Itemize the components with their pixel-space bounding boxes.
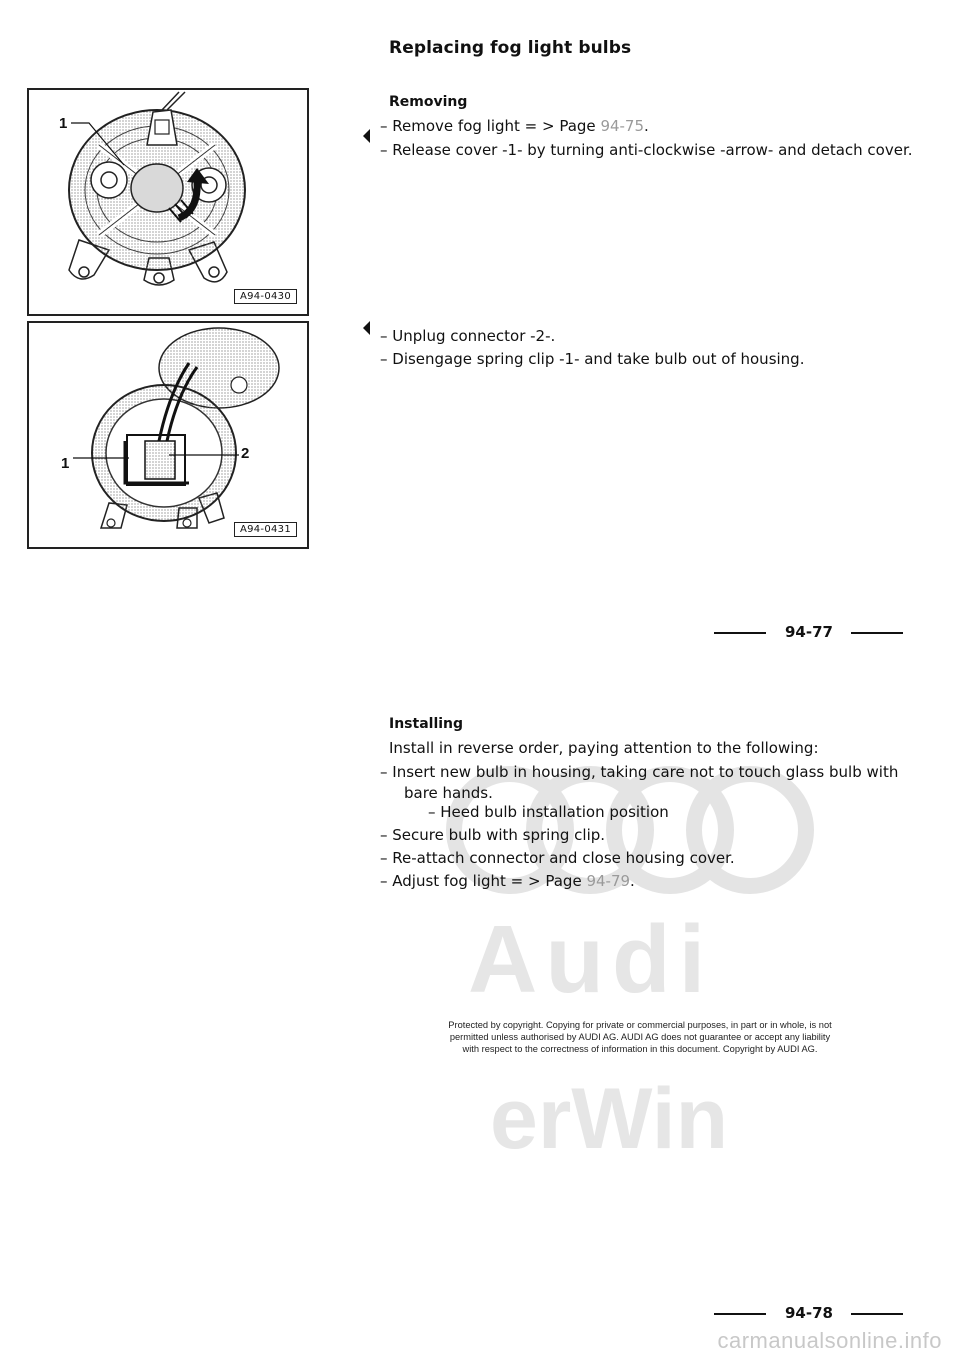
fog-light-open-illustration <box>29 323 307 547</box>
page-title: Replacing fog light bulbs <box>389 38 632 58</box>
watermark-brand: Audi <box>468 906 714 1013</box>
substep-heed-position: – Heed bulb installation position <box>428 803 669 821</box>
page-number-rule-left <box>714 1313 766 1315</box>
page-number-rule-left <box>714 632 766 634</box>
page-link-94-79[interactable]: 94-79 <box>586 872 631 890</box>
step-remove-fog-light: – Remove fog light = > Page 94-75. <box>380 117 649 135</box>
figure-pointer-arrow <box>363 321 370 335</box>
install-intro: Install in reverse order, paying attention to the following: <box>389 739 819 757</box>
figure-pointer-arrow <box>363 129 370 143</box>
step-reattach-connector: – Re-attach connector and close housing cover. <box>380 849 735 867</box>
step-insert-bulb: – Insert new bulb in housing, taking care not to touch glass bulb with bare hands. <box>380 763 899 802</box>
page-number: 94-77 <box>785 623 833 641</box>
section-heading-installing: Installing <box>389 716 464 732</box>
page-link-94-75[interactable]: 94-75 <box>600 117 645 135</box>
figure-cover-removal <box>27 88 309 316</box>
section-heading-removing: Removing <box>389 94 468 110</box>
figure-bulb-removal <box>27 321 309 549</box>
callout-2: 2 <box>241 445 250 462</box>
step-unplug-connector: – Unplug connector -2-. <box>380 327 556 345</box>
page-number-rule-right <box>851 632 903 634</box>
figure-label: A94-0431 <box>234 522 297 537</box>
callout-1: 1 <box>59 115 68 132</box>
site-footer-watermark: carmanualsonline.info <box>717 1328 942 1353</box>
step-disengage-clip: – Disengage spring clip -1- and take bulb out of housing. <box>380 350 805 368</box>
callout-1: 1 <box>61 455 70 472</box>
page-number-rule-right <box>851 1313 903 1315</box>
page-number: 94-78 <box>785 1304 833 1322</box>
step-secure-bulb: – Secure bulb with spring clip. <box>380 826 606 844</box>
fog-light-rear-illustration <box>29 90 307 314</box>
watermark-system: erWin <box>490 1071 729 1167</box>
step-release-cover: – Release cover -1- by turning anti-clockwise -arrow- and detach cover. <box>380 141 913 159</box>
step-adjust-fog-light: – Adjust fog light = > Page 94-79. <box>380 872 635 890</box>
copyright-notice: Protected by copyright. Copying for private or commercial purposes, in part or in whole, is not permitted unless authorised by AUDI AG. AUDI AG does not guarantee or accept any liability with respect to the correctness of information in this document. Copyright by AUDI AG. <box>448 1020 832 1054</box>
figure-label: A94-0430 <box>234 289 297 304</box>
